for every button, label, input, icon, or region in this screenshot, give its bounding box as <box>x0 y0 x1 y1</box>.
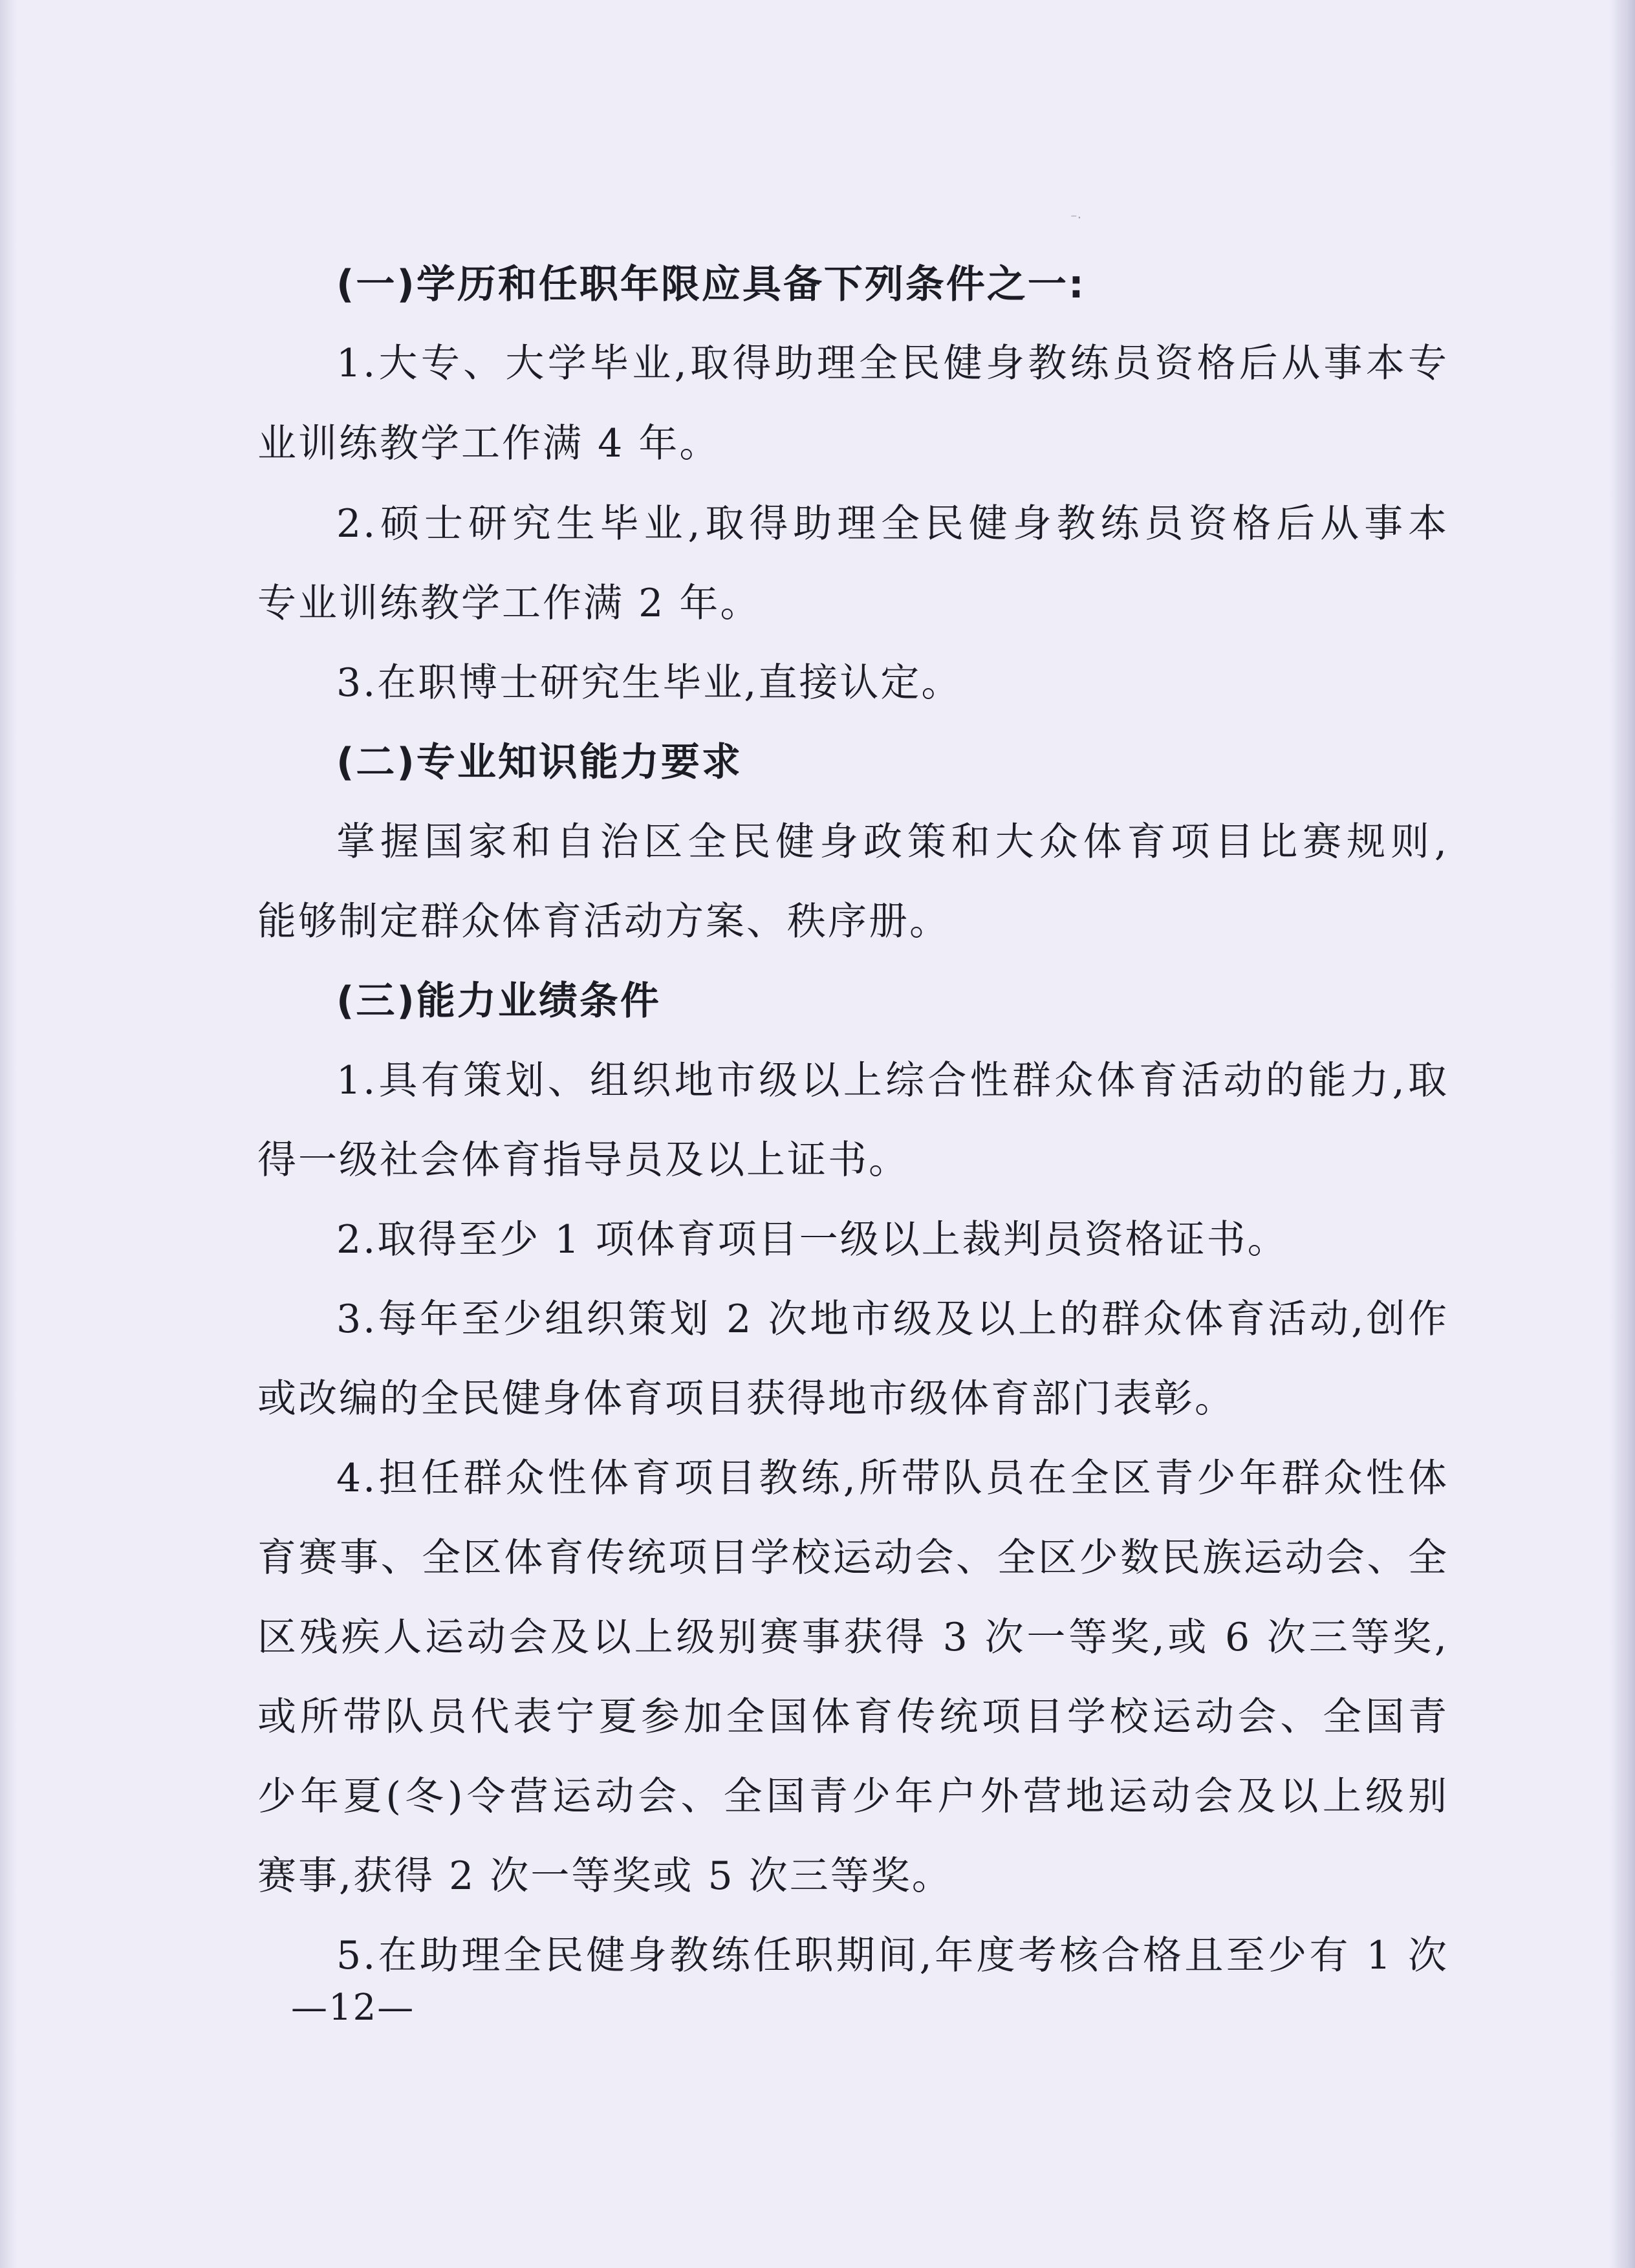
paragraph-line: 1.大专、大学毕业,取得助理全民健身教练员资格后从事本专 <box>336 341 1449 386</box>
paragraph-line: 赛事,获得 2 次一等奖或 5 次三等奖。 <box>257 1853 953 1899</box>
scan-speck: ⁻ˑ <box>1070 210 1082 226</box>
paragraph-line: 或所带队员代表宁夏参加全国体育传统项目学校运动会、全国青 <box>257 1694 1449 1740</box>
paragraph-line: 5.在助理全民健身教练任职期间,年度考核合格且至少有 1 次 <box>336 1933 1449 1978</box>
paragraph-line: 区残疾人运动会及以上级别赛事获得 3 次一等奖,或 6 次三等奖, <box>257 1615 1449 1660</box>
paragraph-line: 1.具有策划、组织地市级以上综合性群众体育活动的能力,取 <box>336 1058 1449 1103</box>
paragraph-line: 专业训练教学工作满 2 年。 <box>257 581 761 626</box>
paragraph-line: 业训练教学工作满 4 年。 <box>257 421 720 466</box>
paragraph-line: 2.硕士研究生毕业,取得助理全民健身教练员资格后从事本 <box>336 501 1449 546</box>
paragraph-line: 4.担任群众性体育项目教练,所带队员在全区青少年群众性体 <box>336 1456 1449 1501</box>
paragraph-line: 掌握国家和自治区全民健身政策和大众体育项目比赛规则, <box>336 819 1449 865</box>
paragraph-line: 能够制定群众体育活动方案、秩序册。 <box>257 899 950 944</box>
paragraph-line: 2.取得至少 1 项体育项目一级以上裁判员资格证书。 <box>336 1217 1288 1262</box>
paragraph-line: 3.每年至少组织策划 2 次地市级及以上的群众体育活动,创作 <box>336 1297 1449 1342</box>
section-heading-education: (一)学历和任职年限应具备下列条件之一: <box>336 262 1086 307</box>
page-number: —12— <box>291 1987 415 2029</box>
paragraph-line: 3.在职博士研究生毕业,直接认定。 <box>336 660 962 706</box>
paragraph-line: 育赛事、全区体育传统项目学校运动会、全区少数民族运动会、全 <box>257 1535 1449 1581</box>
section-heading-knowledge: (二)专业知识能力要求 <box>336 740 742 785</box>
paragraph-line: 得一级社会体育指导员及以上证书。 <box>257 1138 909 1183</box>
section-heading-performance: (三)能力业绩条件 <box>336 978 661 1024</box>
paragraph-line: 少年夏(冬)令营运动会、全国青少年户外营地运动会及以上级别 <box>257 1774 1449 1819</box>
paragraph-line: 或改编的全民健身体育项目获得地市级体育部门表彰。 <box>257 1376 1235 1421</box>
